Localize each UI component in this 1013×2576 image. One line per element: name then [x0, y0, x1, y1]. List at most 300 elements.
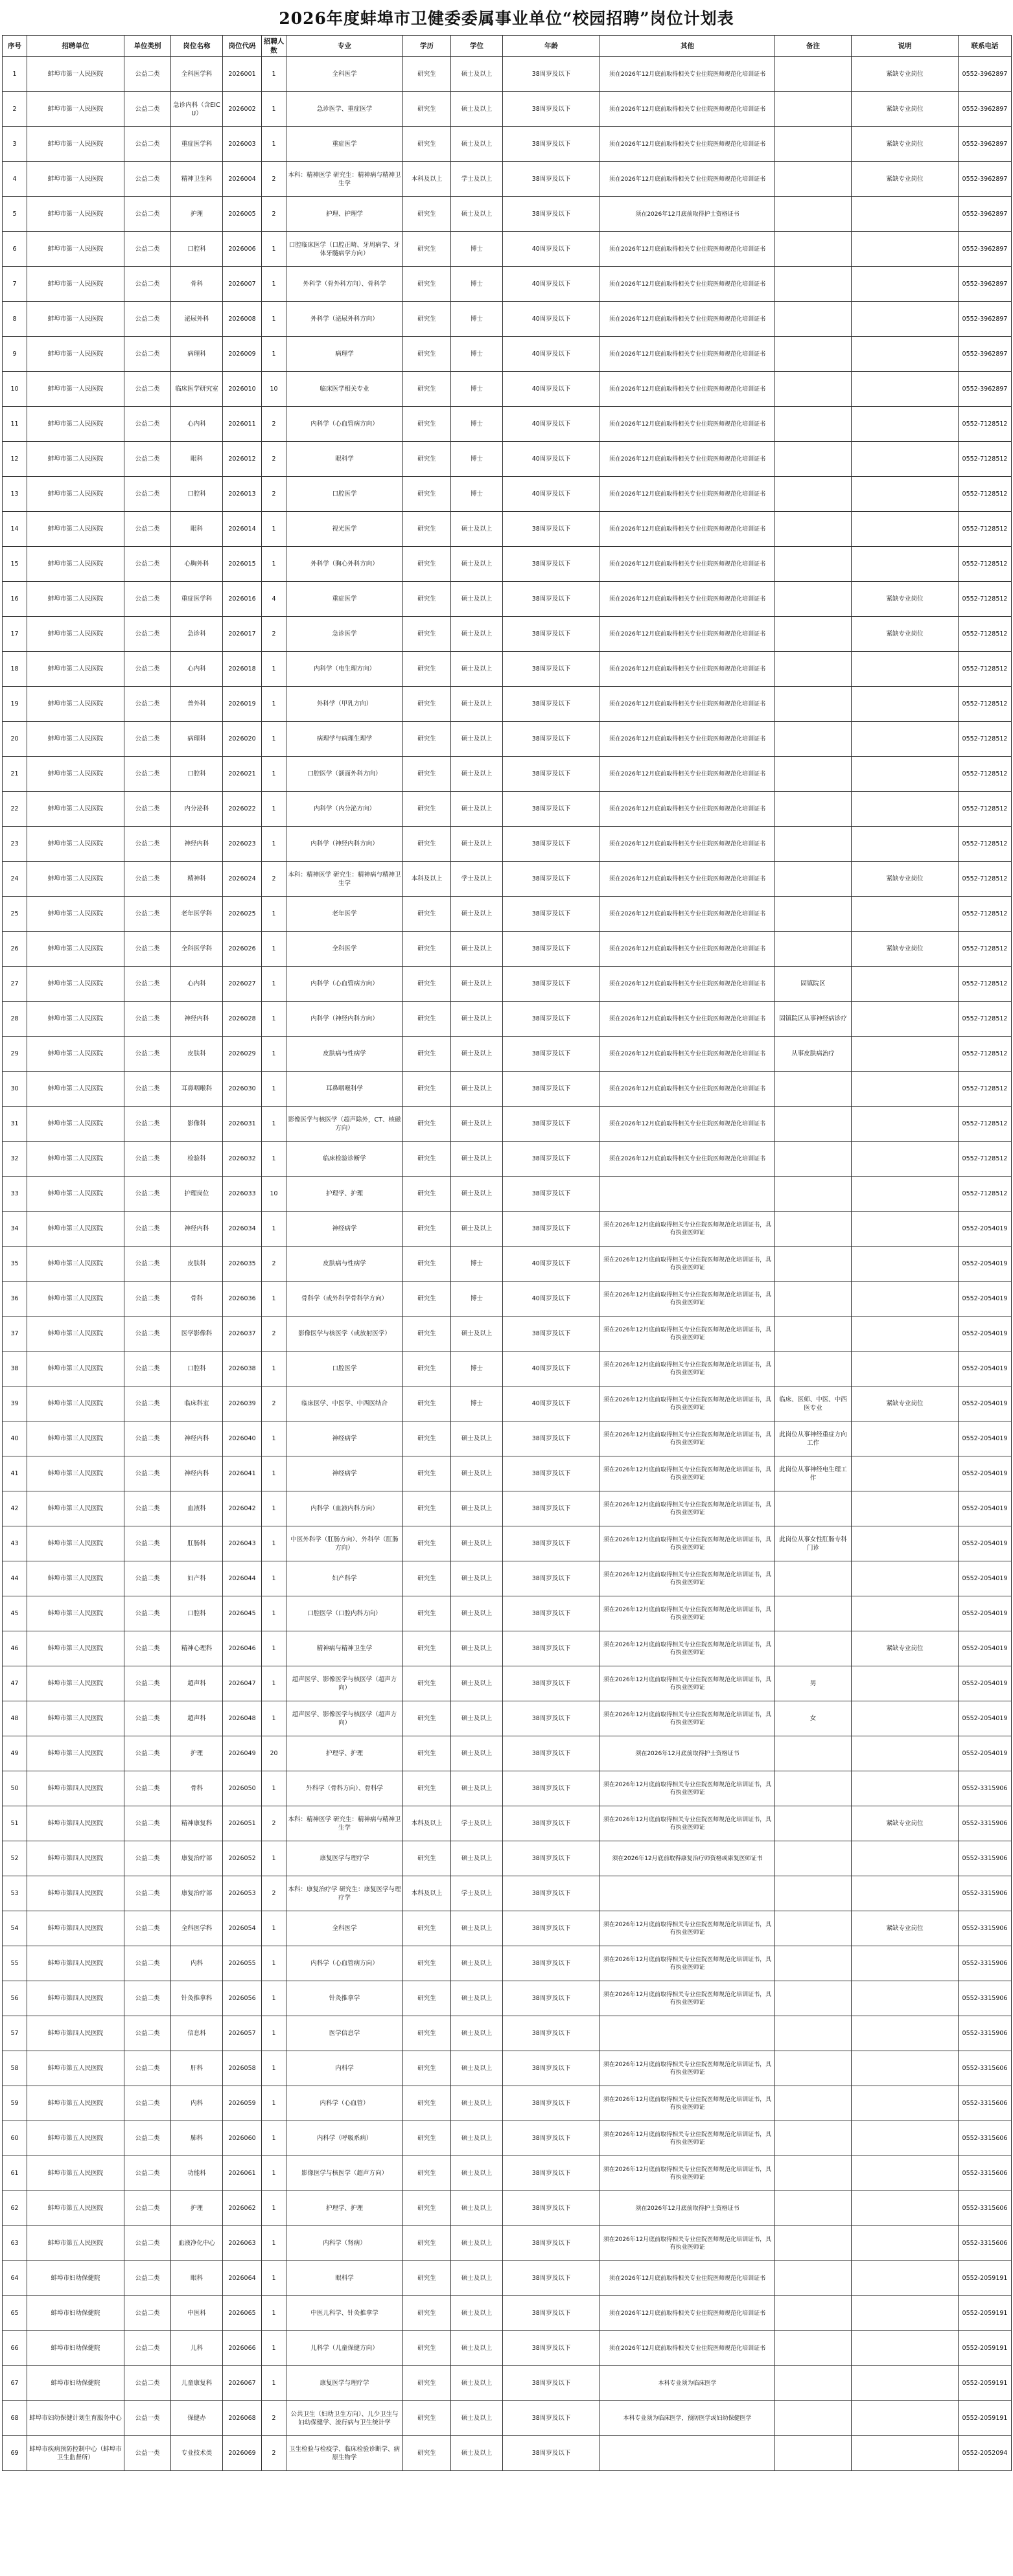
- cell-headcount: 1: [262, 1561, 286, 1596]
- cell-unit-type: 公益二类: [124, 1806, 171, 1841]
- cell-post-code: 2026058: [223, 2051, 262, 2086]
- cell-headcount: 2: [262, 2401, 286, 2436]
- cell-age: 38周岁及以下: [503, 722, 600, 757]
- cell-unit: 蚌埠市第一人民医院: [27, 267, 124, 302]
- cell-education: 研究生: [403, 2086, 451, 2121]
- cell-education: 研究生: [403, 1282, 451, 1317]
- cell-headcount: 1: [262, 1666, 286, 1701]
- cell-other: 须在2026年12月底前取得相关专业住院医师规范化培训证书: [600, 652, 775, 687]
- cell-remark: [775, 2051, 852, 2086]
- cell-unit-type: 公益二类: [124, 302, 171, 337]
- cell-unit: 蚌埠市第二人民医院: [27, 687, 124, 722]
- cell-post-code: 2026022: [223, 792, 262, 827]
- header-headcount: 招聘人数: [262, 36, 286, 57]
- cell-phone: 0552-2054019: [959, 1631, 1012, 1666]
- cell-post-code: 2026050: [223, 1771, 262, 1806]
- cell-other: 须在2026年12月底前取得相关专业住院医师规范化培训证书，具有执业医师证: [600, 1421, 775, 1456]
- cell-education: 研究生: [403, 2296, 451, 2331]
- cell-phone: 0552-7128512: [959, 477, 1012, 512]
- cell-phone: 0552-7128512: [959, 757, 1012, 792]
- cell-other: 须在2026年12月底前取得相关专业住院医师规范化培训证书: [600, 827, 775, 862]
- cell-post-name: 神经内科: [171, 1002, 223, 1037]
- cell-remark: [775, 1631, 852, 1666]
- cell-headcount: 2: [262, 442, 286, 477]
- cell-headcount: 20: [262, 1736, 286, 1771]
- cell-unit-type: 公益二类: [124, 267, 171, 302]
- cell-note: [852, 1666, 959, 1701]
- cell-remark: [775, 1911, 852, 1946]
- cell-other: 须在2026年12月底前取得相关专业住院医师规范化培训证书，具有执业医师证: [600, 1631, 775, 1666]
- cell-major: 皮肤病与性病学: [286, 1037, 403, 1072]
- cell-headcount: 1: [262, 267, 286, 302]
- table-row: [3, 1421, 1012, 1456]
- cell-age: 38周岁及以下: [503, 1841, 600, 1876]
- cell-age: 38周岁及以下: [503, 1771, 600, 1806]
- cell-other: 须在2026年12月底前取得相关专业住院医师规范化培训证书: [600, 302, 775, 337]
- table-row: [3, 1806, 1012, 1841]
- cell-seq: 6: [3, 232, 27, 267]
- header-unit-type: 单位类别: [124, 36, 171, 57]
- cell-post-name: 心胸外科: [171, 547, 223, 582]
- cell-unit: 蚌埠市第三人民医院: [27, 1631, 124, 1666]
- cell-phone: 0552-3315906: [959, 1876, 1012, 1911]
- cell-major: 内科学（血液内科方向）: [286, 1491, 403, 1526]
- cell-major: 口腔医学（颌面外科方向）: [286, 757, 403, 792]
- cell-headcount: 2: [262, 162, 286, 197]
- cell-post-name: 泌尿外科: [171, 302, 223, 337]
- cell-education: 研究生: [403, 232, 451, 267]
- cell-unit: 蚌埠市第四人民医院: [27, 1981, 124, 2016]
- cell-major: 老年医学: [286, 897, 403, 932]
- cell-post-code: 2026012: [223, 442, 262, 477]
- cell-age: 38周岁及以下: [503, 1142, 600, 1177]
- cell-phone: 0552-7128512: [959, 1037, 1012, 1072]
- cell-note: 紧缺专业岗位: [852, 92, 959, 127]
- cell-unit: 蚌埠市第三人民医院: [27, 1491, 124, 1526]
- cell-unit-type: 公益二类: [124, 1841, 171, 1876]
- cell-education: 研究生: [403, 1946, 451, 1981]
- cell-degree: 学士及以上: [451, 1806, 503, 1841]
- cell-major: 内科学（心血管病方向）: [286, 407, 403, 442]
- table-row: [3, 477, 1012, 512]
- cell-remark: [775, 2226, 852, 2261]
- cell-post-code: 2026035: [223, 1247, 262, 1282]
- cell-post-code: 2026019: [223, 687, 262, 722]
- cell-headcount: 2: [262, 862, 286, 897]
- cell-remark: [775, 1247, 852, 1282]
- cell-post-code: 2026034: [223, 1212, 262, 1247]
- table-row: [3, 1351, 1012, 1386]
- cell-unit-type: 公益二类: [124, 1177, 171, 1212]
- cell-seq: 65: [3, 2296, 27, 2331]
- cell-major: 全科医学: [286, 932, 403, 967]
- table-row: [3, 967, 1012, 1002]
- cell-unit-type: 公益二类: [124, 1911, 171, 1946]
- cell-degree: 硕士及以上: [451, 897, 503, 932]
- cell-seq: 18: [3, 652, 27, 687]
- cell-major: 病理学: [286, 337, 403, 372]
- cell-post-code: 2026024: [223, 862, 262, 897]
- cell-unit: 蚌埠市妇幼保健院: [27, 2261, 124, 2296]
- cell-other: [600, 2436, 775, 2471]
- cell-unit-type: 公益二类: [124, 1317, 171, 1351]
- header-unit: 招聘单位: [27, 36, 124, 57]
- cell-note: [852, 1037, 959, 1072]
- cell-degree: 硕士及以上: [451, 1142, 503, 1177]
- cell-major: 内科学: [286, 2051, 403, 2086]
- cell-unit-type: 公益二类: [124, 792, 171, 827]
- cell-age: 40周岁及以下: [503, 232, 600, 267]
- cell-degree: 硕士及以上: [451, 1317, 503, 1351]
- cell-post-code: 2026010: [223, 372, 262, 407]
- cell-unit: 蚌埠市妇幼保健院: [27, 2296, 124, 2331]
- cell-age: 40周岁及以下: [503, 302, 600, 337]
- cell-seq: 21: [3, 757, 27, 792]
- table-row: [3, 197, 1012, 232]
- cell-unit: 蚌埠市第二人民医院: [27, 1002, 124, 1037]
- cell-phone: 0552-7128512: [959, 442, 1012, 477]
- cell-seq: 31: [3, 1107, 27, 1142]
- cell-remark: [775, 2331, 852, 2366]
- cell-major: 骨科学（或外科学骨科学方向）: [286, 1282, 403, 1317]
- cell-seq: 67: [3, 2366, 27, 2401]
- cell-phone: 0552-7128512: [959, 1002, 1012, 1037]
- cell-degree: 硕士及以上: [451, 1002, 503, 1037]
- cell-headcount: 1: [262, 1002, 286, 1037]
- table-row: [3, 722, 1012, 757]
- cell-age: 38周岁及以下: [503, 2401, 600, 2436]
- cell-seq: 26: [3, 932, 27, 967]
- cell-headcount: 10: [262, 372, 286, 407]
- table-row: [3, 652, 1012, 687]
- table-row: [3, 1666, 1012, 1701]
- cell-other: 须在2026年12月底前取得相关专业住院医师规范化培训证书: [600, 337, 775, 372]
- cell-other: 须在2026年12月底前取得相关专业住院医师规范化培训证书: [600, 92, 775, 127]
- cell-unit: 蚌埠市第二人民医院: [27, 862, 124, 897]
- cell-seq: 45: [3, 1596, 27, 1631]
- cell-unit: 蚌埠市第四人民医院: [27, 1911, 124, 1946]
- cell-major: 神经病学: [286, 1212, 403, 1247]
- cell-unit: 蚌埠市第一人民医院: [27, 127, 124, 162]
- cell-phone: 0552-7128512: [959, 1177, 1012, 1212]
- cell-headcount: 1: [262, 337, 286, 372]
- cell-seq: 66: [3, 2331, 27, 2366]
- cell-post-code: 2026029: [223, 1037, 262, 1072]
- cell-phone: 0552-3315606: [959, 2156, 1012, 2191]
- cell-education: 研究生: [403, 477, 451, 512]
- cell-major: 本科：精神医学 研究生：精神病与精神卫生学: [286, 1806, 403, 1841]
- cell-post-code: 2026032: [223, 1142, 262, 1177]
- cell-seq: 63: [3, 2226, 27, 2261]
- cell-phone: 0552-7128512: [959, 1072, 1012, 1107]
- cell-headcount: 1: [262, 1841, 286, 1876]
- cell-headcount: 1: [262, 2051, 286, 2086]
- cell-degree: 硕士及以上: [451, 1456, 503, 1491]
- cell-unit-type: 公益二类: [124, 1631, 171, 1666]
- cell-remark: [775, 2121, 852, 2156]
- cell-age: 40周岁及以下: [503, 1351, 600, 1386]
- cell-remark: [775, 1841, 852, 1876]
- cell-unit: 蚌埠市第二人民医院: [27, 1142, 124, 1177]
- cell-seq: 59: [3, 2086, 27, 2121]
- cell-note: [852, 1981, 959, 2016]
- cell-post-code: 2026066: [223, 2331, 262, 2366]
- cell-post-code: 2026061: [223, 2156, 262, 2191]
- table-row: [3, 1596, 1012, 1631]
- cell-post-code: 2026002: [223, 92, 262, 127]
- cell-post-name: 医学影像科: [171, 1317, 223, 1351]
- cell-seq: 15: [3, 547, 27, 582]
- cell-other: 须在2026年12月底前取得相关专业住院医师规范化培训证书，具有执业医师证: [600, 1386, 775, 1421]
- cell-post-code: 2026044: [223, 1561, 262, 1596]
- cell-phone: 0552-3315606: [959, 2191, 1012, 2226]
- header-post-code: 岗位代码: [223, 36, 262, 57]
- cell-headcount: 2: [262, 1317, 286, 1351]
- cell-remark: [775, 2016, 852, 2051]
- cell-unit: 蚌埠市第三人民医院: [27, 1421, 124, 1456]
- table-row: [3, 372, 1012, 407]
- cell-note: [852, 2366, 959, 2401]
- cell-degree: 博士: [451, 267, 503, 302]
- cell-post-name: 康复治疗部: [171, 1841, 223, 1876]
- cell-education: 研究生: [403, 57, 451, 92]
- cell-headcount: 1: [262, 2296, 286, 2331]
- cell-note: [852, 1002, 959, 1037]
- cell-headcount: 1: [262, 2156, 286, 2191]
- cell-unit-type: 公益一类: [124, 2436, 171, 2471]
- cell-degree: 硕士及以上: [451, 1072, 503, 1107]
- cell-phone: 0552-2059191: [959, 2296, 1012, 2331]
- cell-note: [852, 2401, 959, 2436]
- cell-post-name: 临床科室: [171, 1386, 223, 1421]
- cell-unit-type: 公益二类: [124, 1596, 171, 1631]
- cell-post-code: 2026067: [223, 2366, 262, 2401]
- cell-degree: 硕士及以上: [451, 2016, 503, 2051]
- cell-remark: [775, 2366, 852, 2401]
- cell-headcount: 4: [262, 582, 286, 617]
- cell-remark: [775, 232, 852, 267]
- cell-headcount: 1: [262, 547, 286, 582]
- cell-seq: 25: [3, 897, 27, 932]
- cell-age: 38周岁及以下: [503, 967, 600, 1002]
- cell-education: 研究生: [403, 1142, 451, 1177]
- cell-unit: 蚌埠市疾病预防控制中心（蚌埠市卫生监督所）: [27, 2436, 124, 2471]
- table-row: [3, 92, 1012, 127]
- cell-post-name: 超声科: [171, 1666, 223, 1701]
- cell-note: [852, 1946, 959, 1981]
- cell-unit: 蚌埠市第二人民医院: [27, 1072, 124, 1107]
- cell-post-name: 眼科: [171, 442, 223, 477]
- cell-seq: 64: [3, 2261, 27, 2296]
- cell-phone: 0552-7128512: [959, 687, 1012, 722]
- table-row: [3, 617, 1012, 652]
- cell-note: 紧缺专业岗位: [852, 862, 959, 897]
- cell-age: 40周岁及以下: [503, 1247, 600, 1282]
- cell-age: 38周岁及以下: [503, 1456, 600, 1491]
- cell-age: 38周岁及以下: [503, 827, 600, 862]
- cell-age: 38周岁及以下: [503, 1212, 600, 1247]
- table-row: [3, 337, 1012, 372]
- cell-unit: 蚌埠市第五人民医院: [27, 2226, 124, 2261]
- cell-degree: 博士: [451, 337, 503, 372]
- cell-major: 康复医学与理疗学: [286, 1841, 403, 1876]
- cell-headcount: 1: [262, 2331, 286, 2366]
- cell-seq: 17: [3, 617, 27, 652]
- cell-seq: 37: [3, 1317, 27, 1351]
- cell-note: [852, 2261, 959, 2296]
- cell-remark: [775, 1806, 852, 1841]
- cell-phone: 0552-3315906: [959, 1841, 1012, 1876]
- table-row: [3, 407, 1012, 442]
- cell-post-name: 精神心理科: [171, 1631, 223, 1666]
- cell-other: 须在2026年12月底前取得相关专业住院医师规范化培训证书: [600, 2261, 775, 2296]
- cell-remark: [775, 1946, 852, 1981]
- cell-degree: 硕士及以上: [451, 1701, 503, 1736]
- cell-post-code: 2026048: [223, 1701, 262, 1736]
- cell-education: 研究生: [403, 197, 451, 232]
- cell-degree: 硕士及以上: [451, 1421, 503, 1456]
- cell-post-name: 血液科: [171, 1491, 223, 1526]
- cell-degree: 硕士及以上: [451, 2401, 503, 2436]
- cell-post-name: 血液净化中心: [171, 2226, 223, 2261]
- cell-note: [852, 2051, 959, 2086]
- cell-unit-type: 公益二类: [124, 92, 171, 127]
- cell-unit-type: 公益二类: [124, 2226, 171, 2261]
- cell-note: [852, 1317, 959, 1351]
- cell-phone: 0552-7128512: [959, 722, 1012, 757]
- cell-major: 外科学（胸心外科方向）: [286, 547, 403, 582]
- cell-headcount: 1: [262, 2016, 286, 2051]
- cell-post-code: 2026065: [223, 2296, 262, 2331]
- cell-post-code: 2026007: [223, 267, 262, 302]
- cell-education: 研究生: [403, 2016, 451, 2051]
- cell-degree: 博士: [451, 1351, 503, 1386]
- cell-unit-type: 公益二类: [124, 932, 171, 967]
- table-row: [3, 1561, 1012, 1596]
- table-row: [3, 582, 1012, 617]
- cell-major: 临床医学、中医学、中西医结合: [286, 1386, 403, 1421]
- cell-phone: 0552-3315606: [959, 2226, 1012, 2261]
- cell-post-name: 皮肤科: [171, 1247, 223, 1282]
- cell-age: 38周岁及以下: [503, 1491, 600, 1526]
- cell-note: 紧缺专业岗位: [852, 932, 959, 967]
- cell-major: 内科学（神经内科方向）: [286, 827, 403, 862]
- cell-remark: [775, 687, 852, 722]
- cell-phone: 0552-2059191: [959, 2366, 1012, 2401]
- cell-other: 须在2026年12月底前取得相关专业住院医师规范化培训证书: [600, 512, 775, 547]
- table-row: [3, 1701, 1012, 1736]
- cell-age: 38周岁及以下: [503, 1107, 600, 1142]
- cell-headcount: 1: [262, 1421, 286, 1456]
- cell-remark: [775, 2156, 852, 2191]
- cell-unit: 蚌埠市第四人民医院: [27, 1876, 124, 1911]
- cell-education: 研究生: [403, 1736, 451, 1771]
- cell-note: 紧缺专业岗位: [852, 162, 959, 197]
- cell-degree: 博士: [451, 1386, 503, 1421]
- cell-headcount: 1: [262, 2366, 286, 2401]
- cell-remark: [775, 1981, 852, 2016]
- table-row: [3, 1037, 1012, 1072]
- cell-age: 38周岁及以下: [503, 2086, 600, 2121]
- cell-education: 研究生: [403, 1771, 451, 1806]
- cell-major: 内科学（心血管）: [286, 2086, 403, 2121]
- cell-age: 38周岁及以下: [503, 2121, 600, 2156]
- cell-headcount: 1: [262, 1701, 286, 1736]
- cell-education: 研究生: [403, 827, 451, 862]
- cell-unit: 蚌埠市第二人民医院: [27, 1177, 124, 1212]
- cell-phone: 0552-3962897: [959, 232, 1012, 267]
- cell-note: [852, 1491, 959, 1526]
- cell-education: 研究生: [403, 1666, 451, 1701]
- cell-unit: 蚌埠市第二人民医院: [27, 582, 124, 617]
- cell-headcount: 1: [262, 1072, 286, 1107]
- cell-unit-type: 公益二类: [124, 337, 171, 372]
- cell-degree: 硕士及以上: [451, 932, 503, 967]
- cell-remark: [775, 1351, 852, 1386]
- cell-education: 研究生: [403, 2436, 451, 2471]
- cell-degree: 硕士及以上: [451, 1736, 503, 1771]
- cell-seq: 36: [3, 1282, 27, 1317]
- cell-post-code: 2026036: [223, 1282, 262, 1317]
- cell-seq: 19: [3, 687, 27, 722]
- cell-education: 研究生: [403, 2051, 451, 2086]
- table-row: [3, 162, 1012, 197]
- cell-note: [852, 2121, 959, 2156]
- header-seq: 序号: [3, 36, 27, 57]
- cell-unit-type: 公益二类: [124, 2296, 171, 2331]
- cell-seq: 62: [3, 2191, 27, 2226]
- table-row: [3, 1526, 1012, 1561]
- cell-note: [852, 722, 959, 757]
- header-education: 学历: [403, 36, 451, 57]
- cell-education: 研究生: [403, 547, 451, 582]
- cell-headcount: 1: [262, 1631, 286, 1666]
- cell-note: [852, 512, 959, 547]
- cell-post-code: 2026037: [223, 1317, 262, 1351]
- table-row: [3, 1107, 1012, 1142]
- cell-headcount: 1: [262, 1771, 286, 1806]
- cell-unit: 蚌埠市第二人民医院: [27, 547, 124, 582]
- cell-headcount: 1: [262, 722, 286, 757]
- cell-post-code: 2026028: [223, 1002, 262, 1037]
- cell-post-code: 2026033: [223, 1177, 262, 1212]
- cell-education: 研究生: [403, 1561, 451, 1596]
- table-row: [3, 2331, 1012, 2366]
- cell-education: 研究生: [403, 407, 451, 442]
- cell-remark: [775, 547, 852, 582]
- cell-remark: [775, 267, 852, 302]
- cell-post-name: 神经内科: [171, 1456, 223, 1491]
- cell-phone: 0552-2054019: [959, 1666, 1012, 1701]
- cell-remark: [775, 582, 852, 617]
- cell-other: 须在2026年12月底前取得相关专业住院医师规范化培训证书: [600, 2296, 775, 2331]
- cell-education: 研究生: [403, 127, 451, 162]
- cell-phone: 0552-7128512: [959, 862, 1012, 897]
- cell-degree: 硕士及以上: [451, 1177, 503, 1212]
- cell-unit: 蚌埠市第一人民医院: [27, 162, 124, 197]
- cell-degree: 硕士及以上: [451, 1911, 503, 1946]
- cell-post-name: 全科医学科: [171, 57, 223, 92]
- cell-age: 40周岁及以下: [503, 337, 600, 372]
- cell-seq: 30: [3, 1072, 27, 1107]
- table-row: [3, 1841, 1012, 1876]
- cell-major: 妇产科学: [286, 1561, 403, 1596]
- cell-other: 须在2026年12月底前取得相关专业住院医师规范化培训证书: [600, 1002, 775, 1037]
- cell-remark: 女: [775, 1701, 852, 1736]
- cell-remark: [775, 862, 852, 897]
- cell-seq: 3: [3, 127, 27, 162]
- cell-unit: 蚌埠市第三人民医院: [27, 1247, 124, 1282]
